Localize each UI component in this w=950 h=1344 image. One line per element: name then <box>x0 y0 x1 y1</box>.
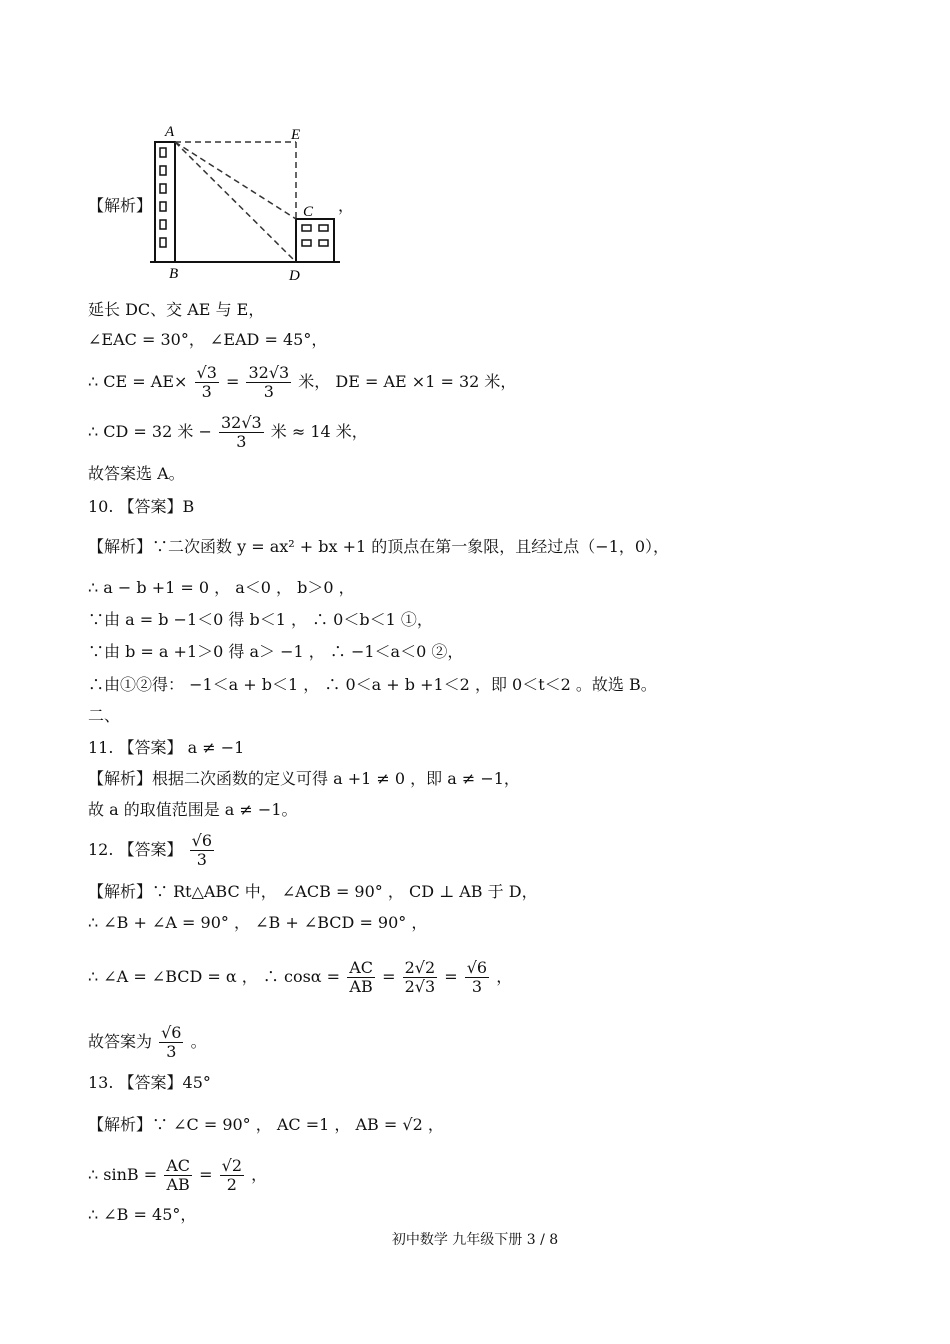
q9-line3 <box>88 362 516 402</box>
equals-sign: = <box>382 967 396 986</box>
q12-l2: ∴ ∠B + ∠A = 90° ， ∠B + ∠BCD = 90° ， <box>88 913 428 932</box>
fraction: $\frac{32√3}{3}$ <box>248 363 290 401</box>
fraction: $\frac{32√3}{3}$ <box>220 413 262 451</box>
comma: ， <box>496 967 513 986</box>
building-diagram <box>145 118 345 288</box>
fraction: $\frac{AC}{AB}$ <box>166 1156 191 1194</box>
label-a: A <box>165 124 175 140</box>
fraction: $\frac{√6}{3}$ <box>466 958 488 996</box>
label-b: B <box>169 266 179 282</box>
page-footer: 初中数学 九年级下册 3 / 8 <box>391 1232 559 1248</box>
q12-l4 <box>88 1020 207 1064</box>
fraction: $\frac{√2}{2}$ <box>221 1156 243 1194</box>
equals-sign: = <box>225 372 240 391</box>
q12-l1: 【解析】∵ Rt△ABC 中， ∠ACB = 90° ， CD ⊥ AB 于 D， <box>88 882 538 901</box>
period: 。 <box>190 1032 207 1051</box>
label-e: E <box>291 127 301 143</box>
comma: ， <box>251 1165 268 1184</box>
fraction: $\frac{2√2}{2√3}$ <box>404 958 436 996</box>
sight-lines <box>175 142 296 262</box>
q9-line2: ∠EAC = 30°， ∠EAD = 45°， <box>88 330 328 349</box>
fraction: $\frac{√3}{3}$ <box>196 363 217 401</box>
q10-answer: 10. 【答案】B <box>88 497 195 516</box>
q9-line3-tail: 米， DE = AE ×1 = 32 米， <box>298 372 517 391</box>
q9-jiexi-tag: 【解析】 <box>88 196 153 215</box>
q10-l5: ∴由①②得： −1＜a + b＜1 ， ∴ 0＜a + b +1＜2 ，即 0＜t＜2 。故选 B。 <box>88 675 657 694</box>
equals-sign: = <box>444 967 458 986</box>
label-c: C <box>303 204 314 220</box>
q12-answer <box>88 830 216 870</box>
q12-answer-prefix: 12. 【答案】 <box>88 840 183 859</box>
q10-l4: ∵由 b = a +1＞0 得 a＞ −1 ， ∴ −1＜a＜0 ②， <box>88 642 464 661</box>
q12-l4-lead: 故答案为 <box>88 1032 153 1051</box>
q9-line4-tail: 米 ≈ 14 米， <box>270 422 368 441</box>
fraction: $\frac{√6}{3}$ <box>161 1023 182 1061</box>
q10-l2: ∴ a − b +1 = 0 ， a＜0 ， b＞0 ， <box>88 578 355 597</box>
q9-figure-comma: ， <box>338 196 355 215</box>
q13-l2-lead: ∴ sinB = <box>88 1165 158 1184</box>
tall-building-windows <box>160 148 166 247</box>
geometry-figure <box>145 118 345 292</box>
q9-line1: 延长 DC、交 AE 与 E， <box>88 300 265 319</box>
q10-l3: ∵由 a = b −1＜0 得 b＜1 ， ∴ 0＜b＜1 ①， <box>88 610 433 629</box>
short-building-windows <box>302 225 328 246</box>
label-d: D <box>289 268 300 284</box>
q13-l2 <box>88 1153 267 1197</box>
q11-answer: 11. 【答案】 a ≠ −1 <box>88 738 245 757</box>
q13-l1: 【解析】∵ ∠C = 90° ， AC =1 ， AB = √2 ， <box>88 1115 444 1134</box>
q9-line4-lead: ∴ CD = 32 米 − <box>88 422 212 441</box>
q11-l1: 【解析】根据二次函数的定义可得 a +1 ≠ 0 ，即 a ≠ −1， <box>88 769 520 788</box>
q12-l3 <box>88 955 512 999</box>
q11-l2: 故 a 的取值范围是 a ≠ −1。 <box>88 800 298 819</box>
section-2-heading: 二、 <box>88 706 121 725</box>
q9-line5: 故答案选 A。 <box>88 464 185 483</box>
q13-l3: ∴ ∠B = 45°， <box>88 1205 197 1224</box>
fraction: $\frac{√6}{3}$ <box>191 831 213 869</box>
fraction: $\frac{AC}{AB}$ <box>349 958 373 996</box>
q10-l1: 【解析】∵二次函数 y = ax² + bx +1 的顶点在第一象限，且经过点（−1，0）， <box>88 537 670 556</box>
q9-line3-lead: ∴ CE = AE× <box>88 372 188 391</box>
q9-line4 <box>88 412 368 452</box>
q12-l3-lead: ∴ ∠A = ∠BCD = α ， ∴ cosα = <box>88 967 341 986</box>
equals-sign: = <box>199 1165 213 1184</box>
q13-answer: 13. 【答案】45° <box>88 1073 211 1092</box>
